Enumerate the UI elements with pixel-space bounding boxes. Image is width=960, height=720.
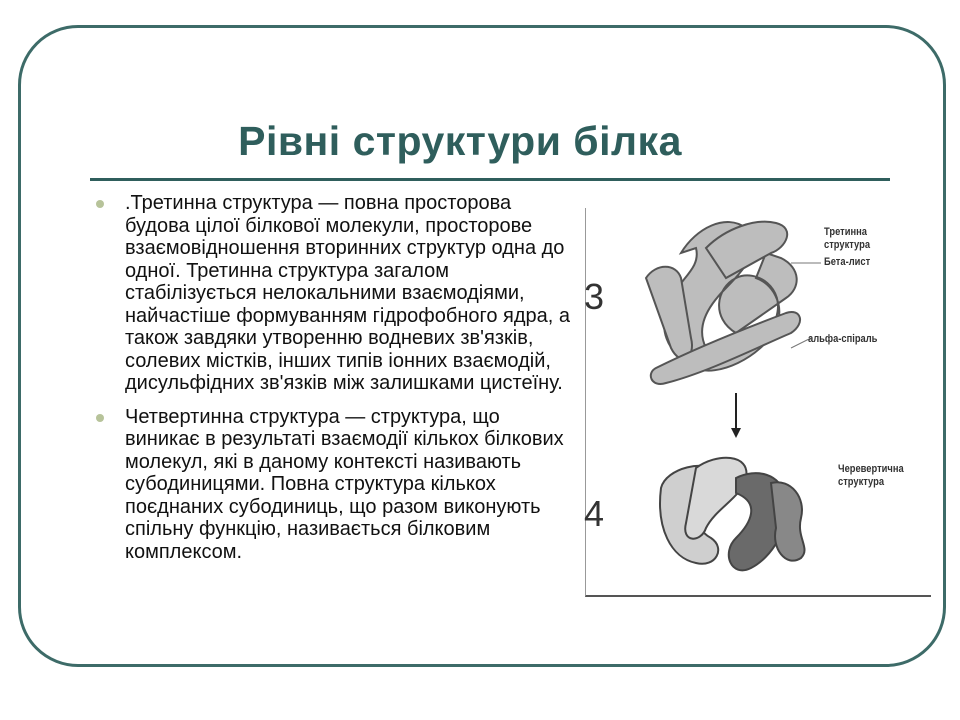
bullet-dot-icon bbox=[96, 414, 104, 422]
protein-structure-figure bbox=[585, 208, 931, 597]
bullet-item-tertiary bbox=[96, 192, 571, 395]
figure-number-3: 3 bbox=[584, 276, 605, 317]
figure-number-4: 4 bbox=[584, 493, 605, 534]
bullet-text: Четвертинна структура — структура, що виникає в результаті взаємодії кількох білкових молекул, які в даному контексті називають субодиницями. Повна структура кількох поєднаних субодиниць, що разом виконують спільну функцію, називається білковим комплексом. bbox=[125, 405, 564, 563]
bullet-item-quaternary bbox=[96, 406, 571, 564]
tertiary-structure-icon bbox=[646, 222, 800, 384]
title-divider bbox=[90, 178, 890, 181]
bullet-list bbox=[96, 192, 571, 574]
quaternary-structure-icon bbox=[660, 458, 804, 571]
label-tertiary: Третинна структура bbox=[824, 226, 871, 251]
label-alpha-helix: альфа-спіраль bbox=[808, 333, 878, 345]
bullet-text: .Третинна структура — повна просторова будова цілої білкової молекули, просторове взаємовідношення вторинних структур одна до одної. Третинна структура загалом стабілізується нелокальними взаємодіями, найчастіше формуванням гідрофобного ядра, а також завдяки утворенню водневих зв'язків, солевих містків, інших типів іонних взаємодій, дисульфідних зв'язків між залишками цистеїну. bbox=[125, 192, 571, 394]
label-quaternary: Черевертична структура bbox=[838, 463, 904, 488]
protein-illustration bbox=[586, 208, 931, 595]
label-beta-sheet: Бета-лист bbox=[824, 256, 871, 268]
bullet-dot-icon bbox=[96, 200, 104, 208]
slide-title: Рівні структури білка bbox=[238, 118, 682, 164]
arrow-down-icon bbox=[731, 393, 741, 438]
